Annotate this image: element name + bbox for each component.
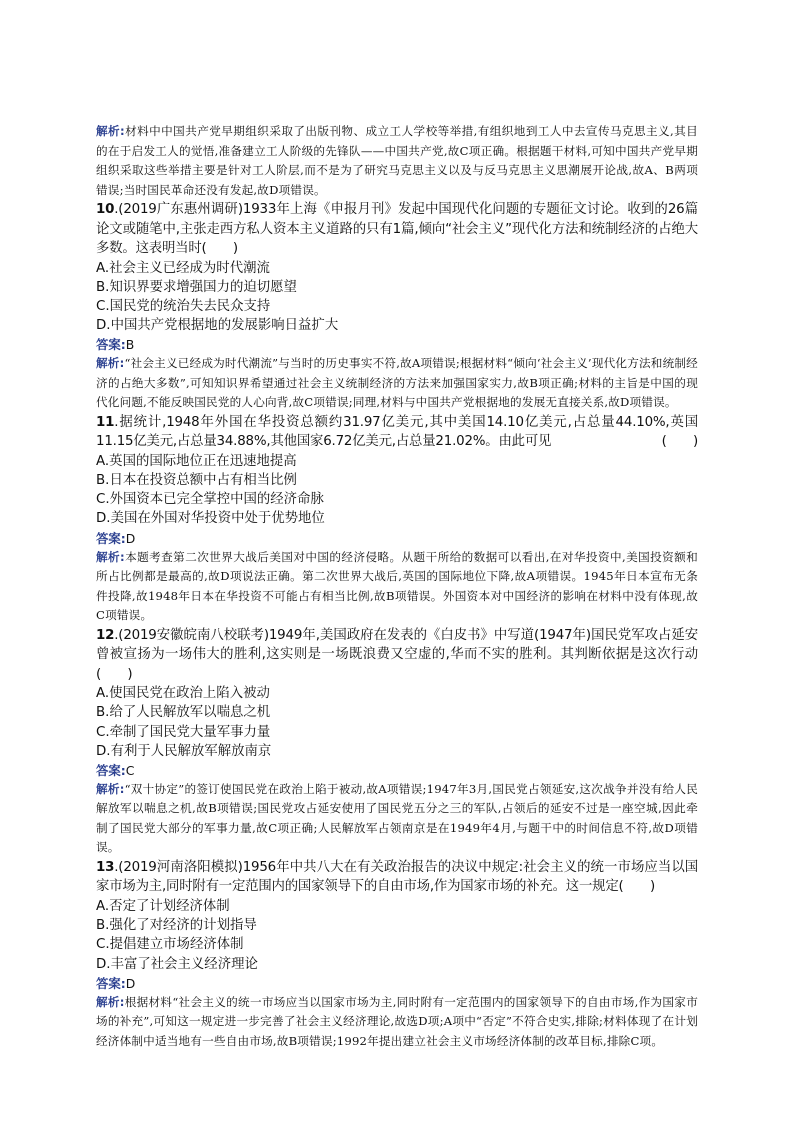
- q10-option-c: C.国民党的统治失去民众支持: [96, 298, 271, 314]
- analysis-text: “社会主义已经成为时代潮流”与当时的历史事实不符,故A项错误;根据材料“倾向‘社会主义’现代化方法和统制经济的占绝大多数”,可知知识界希望通过社会主义统制经济的方法来加强国家实力,故B项正确;材料的主旨是中国的现代化问题,不能反映国民党的人心向背,故C项错误;同理,材料与中国共产党根据地的发展无直接关系,故D项错误。: [96, 356, 698, 410]
- answer-value: D: [125, 975, 136, 991]
- q12-answer: [96, 761, 698, 780]
- answer-label: 答案:: [96, 762, 126, 778]
- answer-blank: ( ): [661, 434, 698, 450]
- q11-answer: [96, 529, 698, 548]
- answer-label: 答案:: [96, 530, 126, 546]
- answer-blank: ( ): [96, 666, 133, 682]
- q11-option-d: D.美国在外国对华投资中处于优势地位: [96, 511, 325, 527]
- analysis-label: 解析:: [96, 124, 125, 138]
- q10-answer: [96, 335, 698, 354]
- q10-option-d: D.中国共产党根据地的发展影响日益扩大: [96, 318, 339, 334]
- q12-stem: [96, 626, 698, 685]
- q13-stem: [96, 858, 698, 897]
- q13-option-c: C.提倡建立市场经济体制: [96, 937, 244, 953]
- question-number: 10: [96, 202, 115, 217]
- analysis-text: 材料中中国共产党早期组织采取了出版刊物、成立工人学校等举措,有组织地到工人中去宣传马克思主义,其目的在于启发工人的觉悟,准备建立工人阶级的先锋队——中国共产党,故C项正确。根据题干材料,可知中国共产党早期组织采取这些举措主要是针对工人阶层,而不是为了研究马克思主义以及与反马克思主义思潮展开论战,故A、B两项错误;当时国民革命还没有发起,故D项错误。: [96, 124, 698, 197]
- analysis-text: “双十协定”的签订使国民党在政治上陷于被动,故A项错误;1947年3月,国民党占领延安,这次战争并没有给人民解放军以喘息之机,故B项错误;国民党攻占延安使用了国民党五分之三的军队,占领后的延安不过是一座空城,因此牵制了国民党大部分的军事力量,故C项正确;人民解放军占领南京是在1949年4月,与题干中的时间信息不符,故D项错误。: [96, 781, 698, 855]
- answer-value: D: [125, 530, 136, 546]
- q10-option-a: A.社会主义已经成为时代潮流: [96, 260, 270, 276]
- q10-stem: [96, 200, 698, 259]
- q12-option-a: A.使国民党在政治上陷入被动: [96, 686, 270, 702]
- answer-value: C: [125, 762, 135, 778]
- exam-page: [96, 122, 698, 1051]
- answer-blank: ( ): [201, 241, 238, 256]
- q13-analysis: [96, 993, 698, 1052]
- analysis-label: 解析:: [96, 356, 125, 371]
- q11-stem: [96, 413, 698, 452]
- question-number: 11: [96, 414, 115, 430]
- question-text: .(2019广东惠州调研)1933年上海《申报月刊》发起中国现代化问题的专题征文讨论。收到的26篇论文或随笔中,主张走西方私人资本主义道路的只有1篇,倾向“社会主义”现代化方法和统制经济的占绝大多数。这表明当时: [96, 202, 698, 256]
- q13-option-d: D.丰富了社会主义经济理论: [96, 956, 258, 972]
- q13-option-a: A.否定了计划经济体制: [96, 898, 230, 914]
- q13-answer: [96, 974, 698, 993]
- analysis-label: 解析:: [96, 549, 125, 564]
- q12-option-b: B.给了人民解放军以喘息之机: [96, 705, 271, 721]
- question-text: .据统计,1948年外国在华投资总额约31.97亿美元,其中美国14.10亿美元,占总量44.10%,英国11.15亿美元,占总量34.88%,其他国家6.72亿美元,占总量21.02%。由此可见: [96, 414, 698, 450]
- analysis-label: 解析:: [96, 994, 125, 1009]
- q10-analysis: [96, 354, 698, 413]
- q11-option-a: A.英国的国际地位正在迅速地提高: [96, 453, 297, 469]
- answer-blank: ( ): [618, 879, 655, 895]
- q11-option-b: B.日本在投资总额中占有相当比例: [96, 473, 297, 489]
- answer-label: 答案:: [96, 337, 126, 353]
- answer-label: 答案:: [96, 975, 126, 991]
- q13-option-b: B.强化了对经济的计划指导: [96, 918, 257, 934]
- analysis-label: 解析:: [96, 781, 125, 796]
- analysis-text: 根据材料“社会主义的统一市场应当以国家市场为主,同时附有一定范围内的国家领导下的自由市场,作为国家市场的补充”,可知这一规定进一步完善了社会主义经济理论,故选D项;A项中“否定”不符合史实,排除;材料体现了在计划经济体制中适当地有一些自由市场,故B项错误;1992年提出建立社会主义市场经济体制的改革目标,排除C项。: [96, 994, 698, 1048]
- q12-option-d: D.有利于人民解放军解放南京: [96, 743, 272, 759]
- analysis-text: 本题考查第二次世界大战后美国对中国的经济侵略。从题干所给的数据可以看出,在对华投资中,美国投资额和所占比例都是最高的,故D项说法正确。第二次世界大战后,英国的国际地位下降,故A项错误。1945年日本宣布无条件投降,故1948年日本在华投资不可能占有相当比例,故B项错误。外国资本对中国经济的影响在材料中没有体现,故C项错误。: [96, 549, 698, 623]
- q11-option-c: C.外国资本已完全掌控中国的经济命脉: [96, 492, 324, 508]
- question-number: 13: [96, 859, 115, 875]
- q12-option-c: C.牵制了国民党大量军事力量: [96, 724, 271, 740]
- answer-value: B: [125, 337, 135, 353]
- q12-analysis: [96, 780, 698, 858]
- question-number: 12: [96, 627, 115, 643]
- q9-analysis: [96, 122, 698, 200]
- question-text: .(2019安徽皖南八校联考)1949年,美国政府在发表的《白皮书》中写道(1947年)国民党军攻占延安曾被宣扬为一场伟大的胜利,这实则是一场既浪费又空虚的,华而不实的胜利。其判断依据是这次行动: [96, 627, 698, 663]
- question-text: .(2019河南洛阳模拟)1956年中共八大在有关政治报告的决议中规定:社会主义的统一市场应当以国家市场为主,同时附有一定范围内的国家领导下的自由市场,作为国家市场的补充。这一规定: [96, 859, 698, 895]
- q10-option-b: B.知识界要求增强国力的迫切愿望: [96, 279, 297, 295]
- q11-analysis: [96, 548, 698, 626]
